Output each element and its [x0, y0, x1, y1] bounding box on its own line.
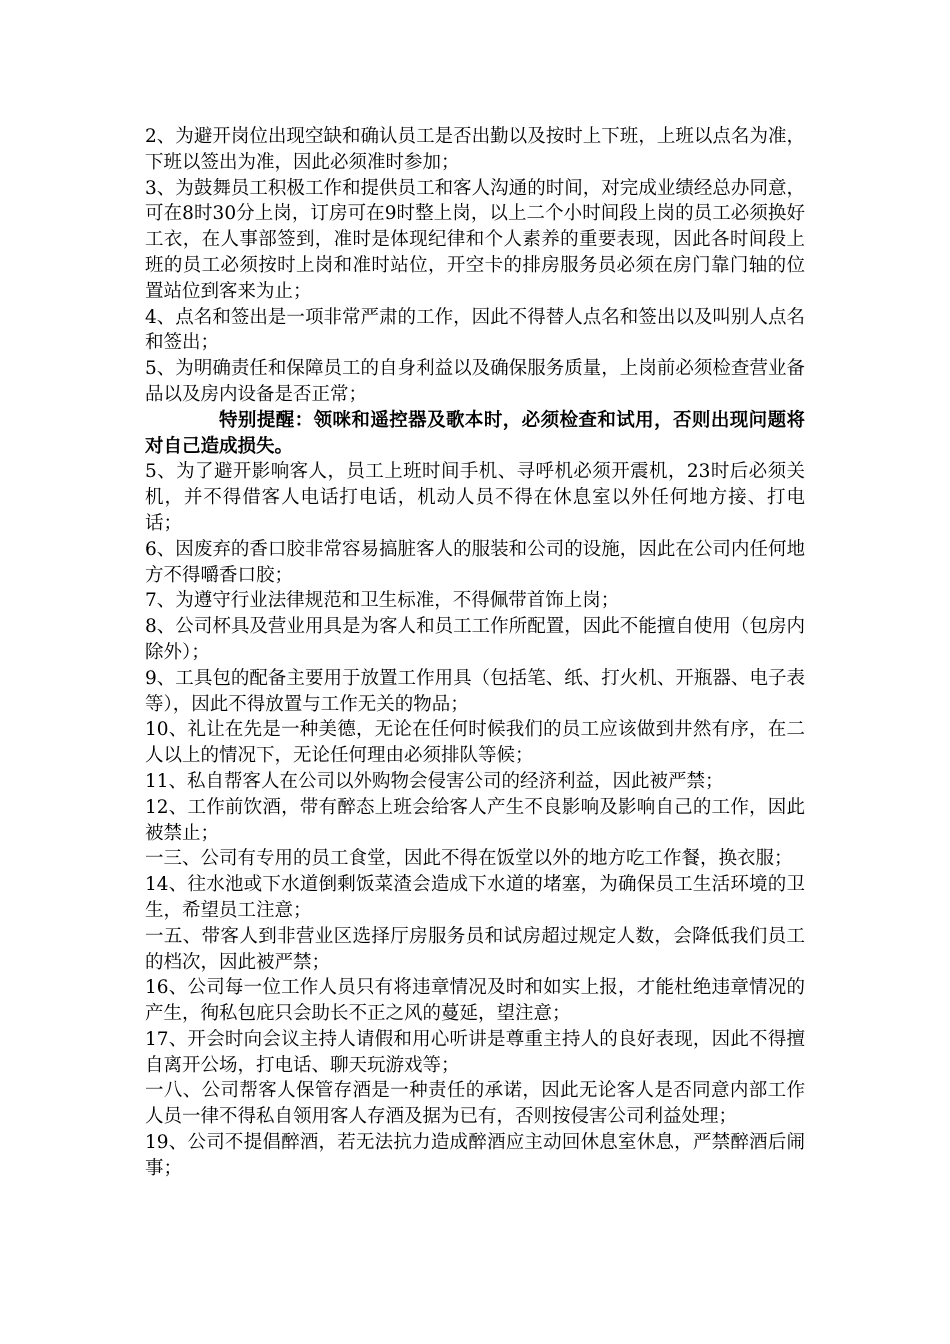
rule-10-paragraph: 10、礼让在先是一种美德，无论在任何时候我们的员工应该做到井然有序，在二人以上的情况下，无论任何理由必须排队等候；	[145, 719, 805, 767]
rule-6-paragraph: 6、因废弃的香口胶非常容易搞脏客人的服装和公司的设施，因此在公司内任何地方不得嚼香口胶；	[145, 538, 805, 586]
rule-4-paragraph: 4、点名和签出是一项非常严肃的工作，因此不得替人点名和签出以及叫别人点名和签出；	[145, 306, 805, 354]
rule-5-paragraph: 5、为明确责任和保障员工的自身利益以及确保服务质量，上岗前必须检查营业备品以及房内设备是否正常；	[145, 358, 805, 405]
rule-18-paragraph: 一八、公司帮客人保管存酒是一种责任的承诺，因此无论客人是否同意内部工作人员一律不得私自领用客人存酒及据为已有，否则按侵害公司利益处理；	[145, 1080, 805, 1128]
rule-16-paragraph: 16、公司每一位工作人员只有将违章情况及时和如实上报，才能杜绝违章情况的产生，徇私包庇只会助长不正之风的蔓延，望注意；	[145, 977, 805, 1025]
rule-7-paragraph: 7、为遵守行业法律规范和卫生标准，不得佩带首饰上岗；	[145, 590, 620, 612]
document-body	[145, 124, 805, 1182]
special-reminder: 特别提醒：领咪和遥控器及歌本时，必须检查和试用，否则出现问题将对自己造成损失。	[145, 409, 805, 457]
rule-11-paragraph: 11、私自帮客人在公司以外购物会侵害公司的经济利益，因此被严禁；	[145, 770, 724, 792]
rule-15-paragraph: 一五、带客人到非营业区选择厅房服务员和试房超过规定人数，会降低我们员工的档次，因此被严禁；	[145, 925, 805, 973]
rule-17-paragraph: 17、开会时向会议主持人请假和用心听讲是尊重主持人的良好表现，因此不得擅自离开公场，打电话、聊天玩游戏等；	[145, 1028, 805, 1076]
rule-19-paragraph: 19、公司不提倡醉酒，若无法抗力造成醉酒应主动回休息室休息，严禁醉酒后闹事；	[145, 1132, 805, 1179]
rule-13-paragraph: 一三、公司有专用的员工食堂，因此不得在饭堂以外的地方吃工作餐，换衣服；	[145, 848, 793, 870]
rule-12-paragraph: 12、工作前饮酒，带有醉态上班会给客人产生不良影响及影响自己的工作，因此被禁止；	[145, 796, 805, 844]
rule-3-paragraph: 3、为鼓舞员工积极工作和提供员工和客人沟通的时间，对完成业绩经总办同意，可在8时30分上岗，订房可在9时整上岗，以上二个小时间段上岗的员工必须换好工衣，在人事部签到，准时是体现纪律和个人素养的重要表现，因此各时间段上班的员工必须按时上岗和准时站位，开空卡的排房服务员必须在房门靠门轴的位置站位到客来为止；	[145, 177, 805, 302]
rule-2-paragraph: 2、为避开岗位出现空缺和确认员工是否出勤以及按时上下班，上班以点名为准，下班以签出为准，因此必须准时参加；	[145, 126, 805, 173]
rule-9-paragraph: 9、工具包的配备主要用于放置工作用具（包括笔、纸、打火机、开瓶器、电子表等），因此不得放置与工作无关的物品；	[145, 667, 805, 715]
rule-14-paragraph: 14、往水池或下水道倒剩饭菜渣会造成下水道的堵塞，为确保员工生活环境的卫生，希望员工注意；	[145, 874, 805, 921]
rule-8-paragraph: 8、公司杯具及营业用具是为客人和员工工作所配置，因此不能擅自使用（包房内除外）；	[145, 616, 805, 663]
rule-5b-paragraph: 5、为了避开影响客人，员工上班时间手机、寻呼机必须开震机，23时后必须关机，并不得借客人电话打电话，机动人员不得在休息室以外任何地方接、打电话；	[145, 461, 805, 534]
